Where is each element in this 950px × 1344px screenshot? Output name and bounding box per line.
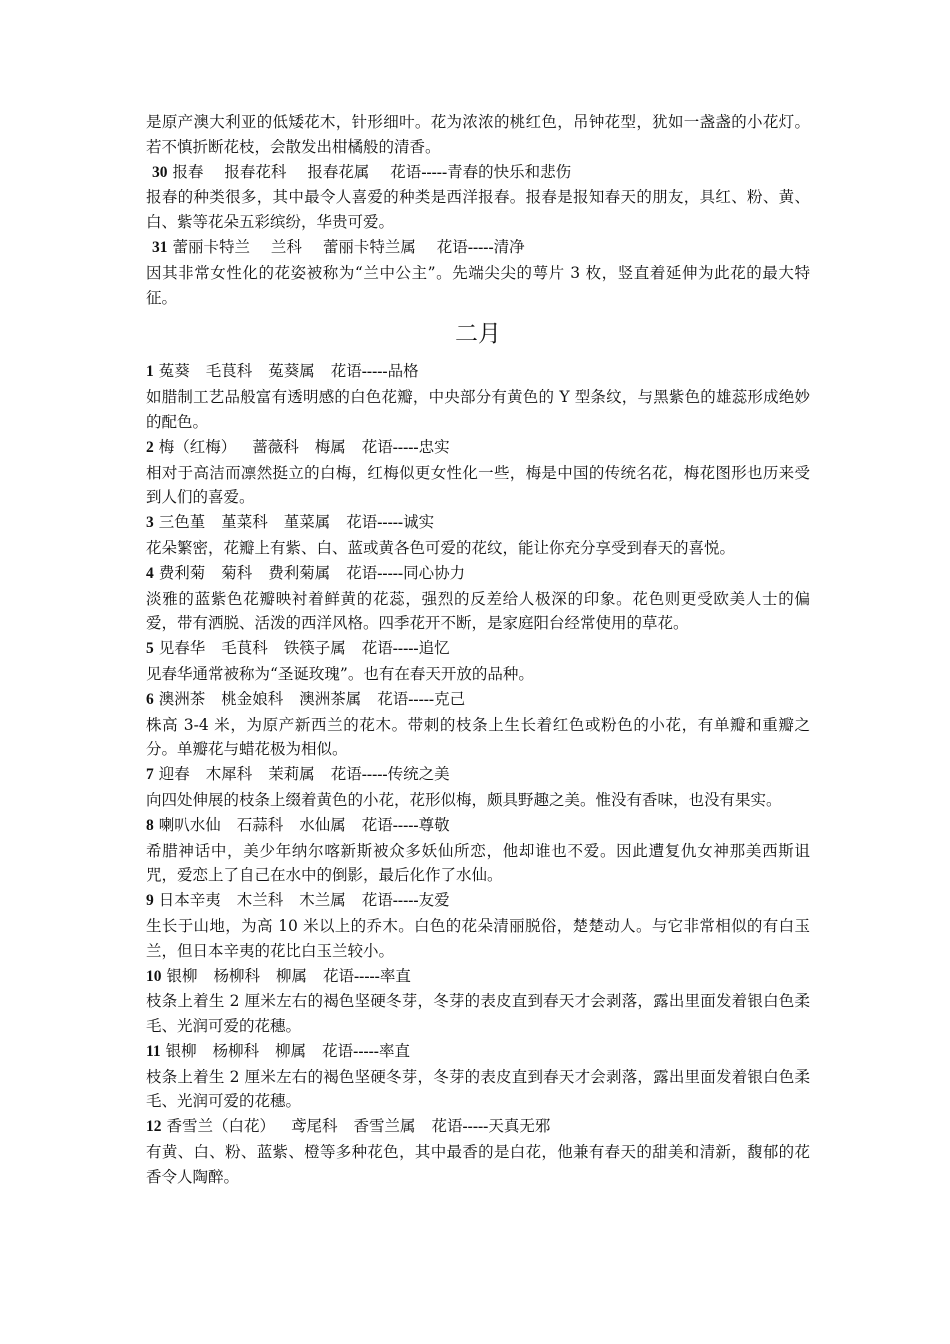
flower-meaning: 同心协力 (403, 563, 466, 582)
entry-number: 30 (152, 163, 168, 181)
flower-genus: 香雪兰属 (353, 1117, 416, 1136)
flower-genus: 水仙属 (299, 815, 346, 834)
entry-description: 淡雅的蓝紫色花瓣映衬着鲜黄的花蕊，强烈的反差给人极深的印象。花色则更受欧美人士的偏爱，带有洒脱、活泼的西洋风格。四季花开不断，是家庭阳台经常使用的草花。 (146, 589, 810, 633)
dash-separator: ----- (467, 238, 494, 256)
dash-separator: ----- (392, 438, 419, 456)
entry-number: 8 (146, 816, 154, 834)
flower-family: 毛茛科 (205, 362, 253, 381)
entry-number: 10 (146, 967, 162, 985)
entry-description: 见春华通常被称为“圣诞玫瑰”。也有在春天开放的品种。 (146, 664, 534, 683)
flower-name: 费利菊 (158, 563, 206, 582)
flower-language-label: 花语 (361, 815, 393, 834)
dash-separator: ----- (392, 892, 419, 910)
entry-number: 5 (146, 640, 154, 658)
entry-description: 因其非常女性化的花姿被称为“兰中公主”。先端尖尖的萼片 3 枚，竖直着延伸为此花的最大特征。 (146, 263, 810, 307)
flower-language-label: 花语 (431, 1117, 463, 1136)
flower-meaning: 诚实 (403, 513, 435, 532)
flower-genus: 蕾丽卡特兰属 (322, 237, 416, 256)
entry-description: 枝条上着生 2 厘米左右的褐色坚硬冬芽，冬芽的表皮直到春天才会剥落，露出里面发着银白色柔毛、光润可爱的花穗。 (146, 992, 810, 1036)
dash-separator: ----- (377, 564, 404, 582)
flower-name: 蕾丽卡特兰 (172, 237, 250, 256)
flower-family: 兰科 (270, 237, 302, 256)
entry-description: 是原产澳大利亚的低矮花木，针形细叶。花为浓浓的桃红色，吊钟花型，犹如一盏盏的小花灯。若不慎折断花枝，会散发出柑橘般的清香。 (146, 113, 810, 156)
entry-list (146, 359, 810, 1189)
flower-family: 报春花科 (224, 162, 287, 181)
flower-language-label: 花语 (361, 891, 393, 910)
entry-heading (146, 888, 810, 914)
entry-number: 3 (146, 514, 154, 532)
flower-name: 梅（红梅） (158, 437, 237, 456)
entry-description: 生长于山地，为高 10 米以上的乔木。白色的花朵清丽脱俗，楚楚动人。与它非常相似的有白玉兰，但日本辛夷的花比白玉兰较小。 (146, 916, 810, 960)
flower-genus: 木兰属 (299, 891, 346, 910)
entry-heading (146, 235, 810, 261)
flower-family: 菊科 (221, 563, 253, 582)
flower-meaning: 品格 (387, 362, 419, 381)
entry-heading (146, 636, 810, 662)
entry-heading (146, 1039, 810, 1065)
flower-language-label: 花语 (330, 765, 362, 784)
entry-description: 枝条上着生 2 厘米左右的褐色坚硬冬芽，冬芽的表皮直到春天才会剥落，露出里面发着银白色柔毛、光润可爱的花穗。 (146, 1067, 810, 1111)
entry-number: 2 (146, 438, 154, 456)
flower-language-label: 花语 (322, 1041, 354, 1060)
flower-meaning: 传统之美 (387, 765, 450, 784)
flower-family: 毛茛科 (221, 639, 268, 658)
entry-heading (146, 510, 810, 536)
flower-language-label: 花语 (361, 437, 393, 456)
flower-meaning: 天真无邪 (488, 1117, 551, 1136)
flower-genus: 茉莉属 (268, 765, 315, 784)
flower-family: 鸢尾科 (290, 1117, 338, 1136)
entry-heading (146, 1114, 810, 1140)
flower-family: 堇菜科 (221, 513, 268, 532)
dash-separator: ----- (361, 363, 388, 381)
flower-genus: 菟葵属 (268, 362, 315, 381)
flower-meaning: 尊敬 (418, 815, 450, 834)
flower-genus: 柳属 (275, 1041, 307, 1060)
flower-name: 三色堇 (158, 513, 206, 532)
flower-genus: 费利菊属 (268, 563, 331, 582)
flower-name: 银柳 (166, 966, 198, 985)
flower-genus: 澳洲茶属 (299, 689, 362, 708)
flower-name: 报春 (172, 162, 204, 181)
flower-meaning: 青春的快乐和悲伤 (447, 162, 572, 181)
flower-name: 香雪兰（白花） (166, 1117, 275, 1136)
entry-number: 7 (146, 766, 154, 784)
entry-heading (146, 561, 810, 587)
flower-name: 见春华 (158, 639, 206, 658)
flower-genus: 铁筷子属 (283, 639, 346, 658)
entry-heading (146, 687, 810, 713)
entry-heading (146, 813, 810, 839)
flower-family: 蔷薇科 (252, 437, 299, 456)
entry-number: 6 (146, 690, 154, 708)
flower-language-label: 花语 (436, 237, 468, 256)
entry-description: 希腊神话中，美少年纳尔喀新斯被众多妖仙所恋，他却谁也不爱。因此遭复仇女神那美西斯诅咒，爱恋上了自己在水中的倒影，最后化作了水仙。 (146, 841, 810, 885)
dash-separator: ----- (408, 690, 435, 708)
entry-description: 花朵繁密，花瓣上有紫、白、蓝或黄各色可爱的花纹，能让你充分享受到春天的喜悦。 (146, 538, 736, 557)
flower-name: 菟葵 (158, 362, 190, 381)
dash-separator: ----- (462, 1118, 489, 1136)
entry-number: 11 (146, 1042, 161, 1060)
flower-family: 杨柳科 (213, 966, 260, 985)
entry-description: 报春的种类很多，其中最令人喜爱的种类是西洋报春。报春是报知春天的朋友，具红、粉、黄、白、紫等花朵五彩缤纷，华贵可爱。 (146, 188, 810, 232)
flower-language-label: 花语 (361, 639, 393, 658)
flower-family: 木兰科 (236, 891, 284, 910)
flower-language-label: 花语 (346, 563, 378, 582)
flower-genus: 柳属 (275, 966, 307, 985)
entry-heading (146, 762, 810, 788)
flower-genus: 梅属 (314, 437, 346, 456)
entry-heading (146, 359, 810, 385)
entry-heading (146, 435, 810, 461)
entry-description: 有黄、白、粉、蓝紫、橙等多种花色，其中最香的是白花，他兼有春天的甜美和清新，馥郁的花香令人陶醉。 (146, 1143, 810, 1186)
flower-language-label: 花语 (322, 966, 354, 985)
flower-family: 桃金娘科 (221, 689, 284, 708)
dash-separator: ----- (361, 766, 388, 784)
entry-number: 4 (146, 564, 154, 582)
flower-family: 木犀科 (205, 765, 253, 784)
flower-language-label: 花语 (330, 362, 362, 381)
entry-number: 31 (152, 238, 168, 256)
flower-meaning: 忠实 (418, 437, 450, 456)
entry-description: 向四处伸展的枝条上缀着黄色的小花，花形似梅，颇具野趣之美。惟没有香味，也没有果实。 (146, 790, 782, 809)
flower-family: 石蒜科 (236, 815, 284, 834)
flower-name: 喇叭水仙 (158, 815, 221, 834)
dash-separator: ----- (392, 816, 419, 834)
flower-name: 澳洲茶 (158, 689, 206, 708)
entry-description: 如腊制工艺品般富有透明感的白色花瓣，中央部分有黄色的 Y 型条纹，与黑紫色的雄蕊形成绝妙的配色。 (146, 388, 810, 431)
document-page (146, 110, 810, 1190)
flower-meaning: 率直 (379, 966, 411, 985)
entry-description: 株高 3-4 米，为原产新西兰的花木。带刺的枝条上生长着红色或粉色的小花，有单瓣和重瓣之分。单瓣花与蜡花极为相似。 (146, 715, 810, 759)
flower-language-label: 花语 (346, 513, 378, 532)
entry-description: 相对于高洁而凛然挺立的白梅，红梅似更女性化一些，梅是中国的传统名花，梅花图形也历来受到人们的喜爱。 (146, 463, 810, 507)
dash-separator: ----- (353, 1042, 379, 1060)
flower-genus: 堇菜属 (283, 513, 331, 532)
entry-number: 1 (146, 363, 154, 381)
flower-meaning: 率直 (378, 1041, 410, 1060)
dash-separator: ----- (377, 514, 404, 532)
flower-genus: 报春花属 (307, 162, 370, 181)
flower-name: 日本辛夷 (158, 891, 221, 910)
flower-name: 银柳 (165, 1041, 197, 1060)
entry-number: 9 (146, 892, 154, 910)
dash-separator: ----- (354, 967, 380, 985)
dash-separator: ----- (421, 163, 448, 181)
flower-name: 迎春 (158, 765, 190, 784)
dash-separator: ----- (392, 640, 419, 658)
flower-meaning: 友爱 (418, 891, 450, 910)
flower-language-label: 花语 (377, 689, 409, 708)
entry-heading (146, 160, 810, 186)
section-title: 二月 (455, 321, 501, 348)
flower-meaning: 追忆 (418, 639, 450, 658)
flower-meaning: 清净 (493, 237, 525, 256)
flower-language-label: 花语 (390, 162, 422, 181)
flower-meaning: 克己 (434, 689, 466, 708)
entry-heading (146, 964, 810, 990)
flower-family: 杨柳科 (212, 1041, 260, 1060)
entry-number: 12 (146, 1118, 162, 1136)
